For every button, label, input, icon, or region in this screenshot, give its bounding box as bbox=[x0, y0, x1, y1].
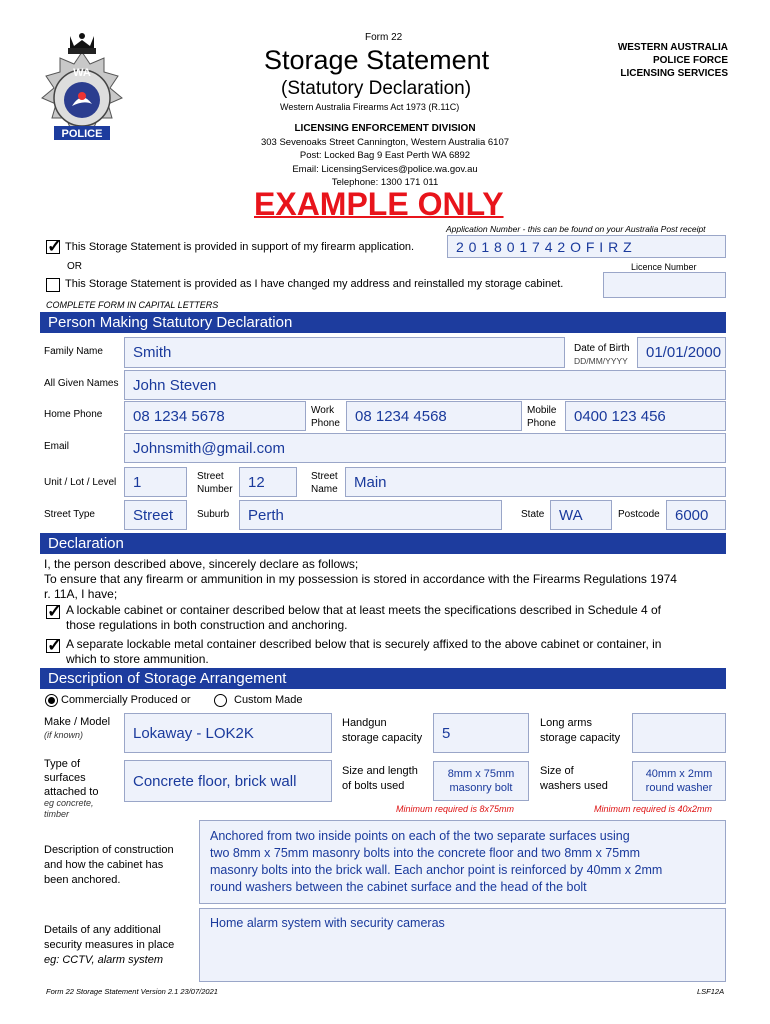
radio-commercial[interactable] bbox=[45, 694, 58, 707]
bolt-size-label-1: Size and length bbox=[342, 765, 418, 777]
page-title: Storage Statement bbox=[264, 45, 490, 75]
work-phone-label-2: Phone bbox=[311, 418, 340, 429]
footer-code: LSF12A bbox=[697, 987, 725, 996]
division-name: LICENSING ENFORCEMENT DIVISION bbox=[294, 123, 476, 134]
street-number-label-2: Number bbox=[197, 484, 233, 495]
application-number-label: Application Number - this can be found on your Australia Post receipt bbox=[446, 224, 706, 234]
org-line-1: WESTERN AUSTRALIA bbox=[617, 42, 728, 53]
form-number: Form 22 bbox=[365, 32, 403, 43]
unit-label: Unit / Lot / Level bbox=[44, 477, 117, 488]
declaration-ammunition-line-2: which to store ammunition. bbox=[66, 652, 209, 666]
check-icon: ✓ bbox=[47, 601, 63, 621]
address-post: Post: Locked Bag 9 East Perth WA 6892 bbox=[299, 150, 471, 161]
dob-field[interactable]: 01/01/2000 bbox=[637, 337, 726, 368]
declaration-line-3: r. 11A, I have; bbox=[44, 587, 118, 601]
street-name-field[interactable]: Main bbox=[345, 467, 726, 497]
police-logo bbox=[30, 30, 134, 150]
email-field[interactable]: Johnsmith@gmail.com bbox=[124, 433, 726, 463]
option-address-change-checkbox[interactable] bbox=[46, 278, 60, 292]
logo-police-text: POLICE bbox=[61, 128, 103, 140]
security-hint: eg: CCTV, alarm system bbox=[44, 954, 163, 966]
declaration-cabinet-line-1: A lockable cabinet or container described below that at least meets the specifications described in Schedule 4 of bbox=[66, 603, 662, 617]
state-label: State bbox=[521, 509, 545, 520]
surfaces-hint bbox=[44, 798, 94, 820]
security-label-2: security measures in place bbox=[44, 939, 175, 951]
declaration-ammunition-checkbox[interactable] bbox=[46, 635, 63, 655]
construction-field[interactable] bbox=[199, 820, 726, 904]
bolt-size-line-2: masonry bolt bbox=[449, 782, 513, 794]
construction-line-3: masonry bolts into the brick wall. Each anchor point is reinforced by 40mm x 2mm bbox=[210, 863, 663, 877]
security-label bbox=[44, 923, 174, 968]
surfaces-label bbox=[44, 757, 98, 799]
declaration-line-1: I, the person described above, sincerely declare as follows; bbox=[44, 557, 359, 571]
contact-block bbox=[230, 122, 540, 190]
street-type-label: Street Type bbox=[44, 509, 95, 520]
home-phone-label: Home Phone bbox=[44, 409, 103, 420]
act-reference: Western Australia Firearms Act 1973 (R.11C) bbox=[280, 102, 460, 112]
option-firearm-application-checkbox[interactable] bbox=[46, 236, 63, 256]
surfaces-label-2: surfaces bbox=[44, 772, 86, 784]
address-street: 303 Sevenoaks Street Cannington, Western Australia 6107 bbox=[260, 136, 510, 148]
licence-number-field[interactable] bbox=[603, 272, 726, 298]
work-phone-label-1: Work bbox=[311, 405, 335, 416]
washer-size-line-1: 40mm x 2mm bbox=[645, 768, 713, 780]
licence-number-label: Licence Number bbox=[631, 262, 697, 272]
email-label: Email bbox=[44, 441, 70, 452]
handgun-capacity-label bbox=[342, 716, 422, 746]
unit-field[interactable]: 1 bbox=[124, 467, 187, 497]
postcode-label: Postcode bbox=[618, 509, 660, 520]
contact-telephone: Telephone: 1300 171 011 bbox=[331, 177, 439, 188]
street-name-label-1: Street bbox=[311, 471, 338, 482]
mobile-phone-label bbox=[527, 404, 556, 430]
declaration-cabinet-checkbox[interactable] bbox=[46, 601, 63, 621]
bolt-minimum-note: Minimum required is 8x75mm bbox=[396, 804, 515, 814]
section-storage-header: Description of Storage Arrangement bbox=[40, 668, 726, 689]
org-line-3: LICENSING SERVICES bbox=[620, 68, 728, 79]
postcode-field[interactable]: 6000 bbox=[666, 500, 726, 530]
surfaces-label-3: attached to bbox=[44, 786, 99, 798]
construction-label-3: been anchored. bbox=[44, 874, 121, 886]
section-declaration-header: Declaration bbox=[40, 533, 726, 554]
street-number-label bbox=[197, 470, 233, 496]
family-name-label: Family Name bbox=[44, 346, 103, 357]
security-field[interactable]: Home alarm system with security cameras bbox=[199, 908, 726, 982]
contact-email: Email: LicensingServices@police.wa.gov.au bbox=[292, 163, 478, 175]
washer-size-field[interactable] bbox=[632, 761, 726, 801]
application-number-field[interactable]: 2 0 1 8 0 1 7 4 2 O F I R Z bbox=[447, 235, 726, 258]
bolt-size-field[interactable] bbox=[433, 761, 529, 801]
section-person-header: Person Making Statutory Declaration bbox=[40, 312, 726, 333]
footer-version: Form 22 Storage Statement Version 2.1 23/07/2021 bbox=[46, 987, 218, 996]
washer-size-label-1: Size of bbox=[540, 765, 574, 777]
street-type-field[interactable]: Street bbox=[124, 500, 187, 530]
washer-size-label bbox=[540, 764, 608, 794]
given-names-field[interactable]: John Steven bbox=[124, 370, 726, 400]
suburb-field[interactable]: Perth bbox=[239, 500, 502, 530]
bolt-size-line-1: 8mm x 75mm bbox=[447, 768, 515, 780]
check-icon: ✓ bbox=[47, 635, 63, 655]
longarms-capacity-field[interactable] bbox=[632, 713, 726, 753]
handgun-capacity-label-2: storage capacity bbox=[342, 732, 423, 744]
washer-minimum-note: Minimum required is 40x2mm bbox=[594, 804, 713, 814]
construction-label-2: and how the cabinet has bbox=[44, 859, 164, 871]
washer-size-line-2: round washer bbox=[645, 782, 713, 794]
declaration-ammunition-line-1: A separate lockable metal container described below that is securely affixed to the above cabinet or container, in bbox=[66, 637, 662, 651]
handgun-capacity-field[interactable]: 5 bbox=[433, 713, 529, 753]
dob-format-hint: DD/MM/YYYY bbox=[574, 356, 628, 366]
declaration-cabinet-line-2: those regulations in both construction and anchoring. bbox=[66, 618, 348, 632]
radio-commercial-label: Commercially Produced or bbox=[61, 694, 191, 706]
make-model-label: Make / Model bbox=[44, 716, 111, 728]
logo-wa-text: WA bbox=[73, 67, 91, 79]
work-phone-label bbox=[311, 404, 340, 430]
surfaces-label-1: Type of bbox=[44, 758, 81, 770]
given-names-label: All Given Names bbox=[44, 378, 119, 389]
mobile-phone-field[interactable]: 0400 123 456 bbox=[565, 401, 726, 431]
security-label-1: Details of any additional bbox=[44, 924, 161, 936]
bolt-size-label bbox=[342, 764, 418, 794]
radio-custom-label: Custom Made bbox=[234, 694, 303, 706]
longarms-capacity-label bbox=[540, 716, 620, 746]
make-model-hint: (if known) bbox=[44, 730, 84, 740]
construction-label-1: Description of construction bbox=[44, 844, 174, 856]
radio-custom[interactable] bbox=[214, 694, 227, 707]
page-subtitle: (Statutory Declaration) bbox=[281, 78, 472, 99]
family-name-field[interactable]: Smith bbox=[124, 337, 565, 368]
home-phone-field[interactable]: 08 1234 5678 bbox=[124, 401, 306, 431]
bolt-size-label-2: of bolts used bbox=[342, 780, 405, 792]
mobile-phone-label-2: Phone bbox=[527, 418, 556, 429]
handgun-capacity-label-1: Handgun bbox=[342, 717, 387, 729]
work-phone-field[interactable]: 08 1234 4568 bbox=[346, 401, 522, 431]
surfaces-hint-1: eg concrete, bbox=[44, 798, 94, 808]
street-number-field[interactable]: 12 bbox=[239, 467, 297, 497]
street-name-label-2: Name bbox=[311, 484, 338, 495]
declaration-line-2: To ensure that any firearm or ammunition in my possession is stored in accordance with the Firearms Regulations 1974 bbox=[44, 572, 677, 586]
radio-selected-dot bbox=[48, 697, 55, 704]
check-icon: ✓ bbox=[47, 236, 63, 256]
state-field[interactable]: WA bbox=[550, 500, 612, 530]
mobile-phone-label-1: Mobile bbox=[527, 405, 557, 416]
make-model-field[interactable]: Lokaway - LOK2K bbox=[124, 713, 332, 753]
street-number-label-1: Street bbox=[197, 471, 224, 482]
construction-line-2: two 8mm x 75mm masonry bolts into the concrete floor and two 8mm x 75mm bbox=[210, 846, 641, 860]
washer-size-label-2: washers used bbox=[540, 780, 608, 792]
surfaces-hint-2: timber bbox=[44, 809, 70, 819]
surfaces-field[interactable]: Concrete floor, brick wall bbox=[124, 760, 332, 802]
suburb-label: Suburb bbox=[197, 509, 230, 520]
option-address-change-label: This Storage Statement is provided as I have changed my address and reinstalled my storage cabinet. bbox=[65, 278, 564, 290]
street-name-label bbox=[311, 470, 338, 496]
or-label: OR bbox=[67, 261, 82, 272]
capitals-note: COMPLETE FORM IN CAPITAL LETTERS bbox=[46, 300, 219, 310]
construction-label bbox=[44, 843, 174, 888]
longarms-capacity-label-1: Long arms bbox=[540, 717, 592, 729]
construction-line-4: round washers between the cabinet surface and the head of the bolt bbox=[210, 880, 587, 894]
construction-line-1: Anchored from two inside points on each of the two separate surfaces using bbox=[210, 829, 630, 843]
org-name bbox=[585, 41, 728, 80]
longarms-capacity-label-2: storage capacity bbox=[540, 732, 621, 744]
example-only-banner: EXAMPLE ONLY bbox=[254, 186, 504, 222]
option-firearm-application-label: This Storage Statement is provided in support of my firearm application. bbox=[65, 241, 415, 253]
dob-label: Date of Birth bbox=[574, 343, 630, 354]
org-line-2: POLICE FORCE bbox=[652, 55, 728, 66]
